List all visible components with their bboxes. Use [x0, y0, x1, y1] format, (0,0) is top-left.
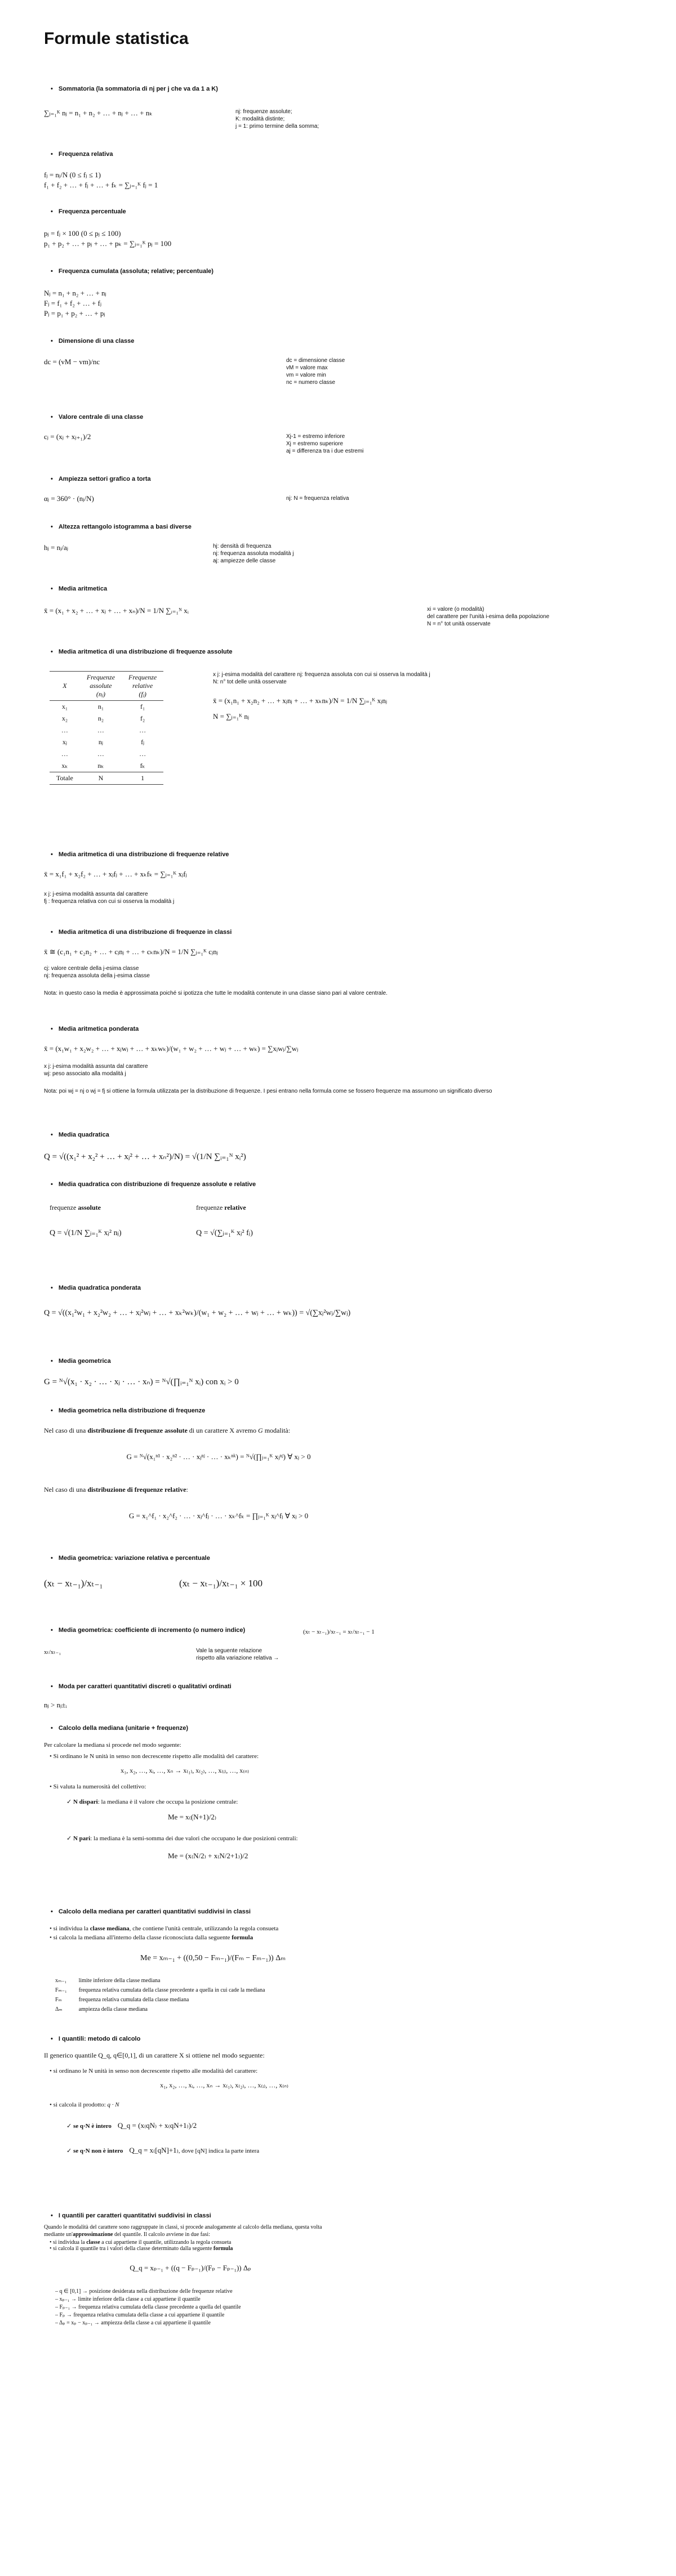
legend-line: – Fₚ → frequenza relativa cumulata della classe a cui appartiene il quantile	[55, 2312, 225, 2318]
table-header-row	[50, 672, 163, 701]
list-item: • si calcola il prodotto: q · N	[50, 2101, 119, 2108]
list-item: • Si ordinano le N unità in senso non decrescente rispetto alle modalità del carattere:	[50, 1753, 259, 1760]
formula: αⱼ = 360° · (nⱼ/N)	[44, 494, 94, 503]
section-valore-centrale	[44, 414, 641, 454]
formula: nⱼ > nⱼ±ᵢ	[44, 1701, 67, 1709]
section-moda	[44, 1683, 641, 1710]
legend-line: N: n° tot delle unità osservate	[213, 679, 287, 685]
table-row: Fₘ₋₁ frequenza relativa cumulata della classe precedente a quella in cui cade la mediana	[55, 1987, 265, 1993]
section-heading: • Calcolo della mediana per caratteri quantitativi suddivisi in classi	[44, 1908, 641, 1915]
legend-line: Vale la seguente relazione	[196, 1648, 263, 1654]
list-item: ✓ se q·N non è intero Q_q = x₍[qN]+1₎, dove [qN] indica la parte intera	[66, 2146, 260, 2154]
legend	[213, 671, 551, 686]
list-item: • si calcola il quantile tra i valori della classe determinato dalla seguente formula	[50, 2246, 233, 2252]
section-frequenza-relativa	[44, 151, 641, 190]
formula: Nⱼ = n₁ + n₂ + … + nⱼ	[44, 289, 106, 297]
section-heading: • Moda per caratteri quantitativi discreti o qualitativi ordinati	[44, 1683, 641, 1690]
list-item: • si calcola la mediana all'interno della classe riconosciuta dalla seguente formula	[50, 1934, 254, 1941]
table-row: x₁ n₁ f₁	[61, 703, 145, 710]
table-row: xₖ nₖ fₖ	[61, 762, 145, 770]
formula: x̄ = (x₁n₁ + x₂n₂ + … + xⱼnⱼ + … + xₖnₖ)/N = 1/N ∑ⱼ₌₁ᴷ xⱼnⱼ	[213, 696, 388, 705]
legend	[213, 543, 293, 565]
list-item: • si ordinano le N unità in senso non decrescente rispetto alle modalità del carattere:	[50, 2068, 258, 2074]
legend-line: nj: N = frequenza relativa	[286, 495, 349, 502]
legend-line: – Fₚ₋₁ → frequenza relativa cumulata della classe precedente a quella del quantile	[55, 2304, 241, 2310]
legend-line: fj : frequenza relativa con cui si osserva la modalità j	[44, 898, 175, 905]
legend-line: hj: densità di frequenza	[213, 543, 272, 549]
legend-line: N = n° tot unità osservate	[427, 621, 491, 627]
table-row: xₘ₋₁ limite inferiore della classe mediana	[55, 1978, 161, 1984]
legend	[427, 606, 549, 628]
legend-line: K: modalità distinte;	[235, 116, 285, 122]
legend	[286, 357, 345, 386]
section-media-quadratica-frequenze	[44, 1181, 641, 1237]
page-title: Formule statistica	[44, 29, 189, 48]
formula: x̄ = (x₁ + x₂ + … + xⱼ + … + xₙ)/N = 1/N ∑ᵢ₌₁ᴺ xᵢ	[44, 606, 189, 615]
section-ampiezza-settori	[44, 476, 641, 503]
legend	[286, 433, 363, 455]
formula: x₁, x₂, …, xᵢ, …, xₙ → x₍₁₎, x₍₂₎, …, x₍ᵢ₎, …, x₍ₙ₎	[160, 2081, 288, 2089]
legend-line: vm = valore min	[286, 372, 326, 378]
section-heading: • Frequenza percentuale	[44, 208, 641, 215]
list-item: ✓ se q·N è intero Q_q = (x₍qN₎ + x₍qN+1₎)/2	[66, 2121, 197, 2130]
section-heading: • Frequenza cumulata (assoluta; relative; percentuale)	[44, 268, 641, 275]
legend-line: x j: j-esima modalità del carattere nj: frequenza assoluta con cui si osserva la modalità j	[213, 672, 430, 678]
section-media-quadratica-ponderata	[44, 1285, 641, 1318]
table-header: Frequenze assolute (nⱼ)	[80, 672, 122, 701]
paragraph: Il generico quantile Q_q, q∈[0,1], di un carattere X si ottiene nel modo seguente:	[44, 2051, 265, 2059]
section-media-geometrica-frequenze	[44, 1407, 641, 1521]
section-media-aritmetica	[44, 585, 641, 627]
legend-line: x j: j-esima modalità assunta dal carattere	[44, 1063, 148, 1070]
section-heading: • Sommatoria (la sommatoria di nj per j che va da 1 a K)	[44, 86, 641, 92]
table-header: X	[50, 672, 80, 701]
formula: Me = x₍(N+1)/2₎	[168, 1813, 217, 1821]
list-item: ✓ N pari: la mediana è la semi-somma dei due valori che occupano le due posizioni centrali:	[66, 1835, 298, 1842]
formula: Pⱼ = p₁ + p₂ + … + pⱼ	[44, 309, 105, 317]
section-media-freq-assolute	[44, 649, 641, 782]
legend-line: aj = differenza tra i due estremi	[286, 448, 364, 454]
formula: x̄ ≅ (c₁n₁ + c₂n₂ + … + cⱼnⱼ + … + cₖnₖ)/N = 1/N ∑ⱼ₌₁ᴷ cⱼnⱼ	[44, 947, 219, 956]
section-heading: • Ampiezza settori grafico a torta	[44, 476, 641, 482]
formula: (xₜ − xₜ₋₁)/xₜ₋₁ = xₜ/xₜ₋₁ − 1	[303, 1629, 375, 1635]
section-heading: • Media aritmetica di una distribuzione di frequenze relative	[44, 851, 641, 858]
paragraph: Per calcolare la mediana si procede nel modo seguente:	[44, 1742, 181, 1748]
formula: Me = xₘ₋₁ + ((0,50 − Fₘ₋₁)/(Fₘ − Fₘ₋₁)) Δₘ	[140, 1954, 286, 1962]
legend-line: x j: j-esima modalità assunta dal carattere	[44, 891, 148, 897]
legend-line: wj: peso associato alla modalità j	[44, 1071, 126, 1077]
list-item: ✓ N dispari: la mediana è il valore che occupa la posizione centrale:	[66, 1799, 238, 1805]
section-heading: • I quantili per caratteri quantitativi suddivisi in classi	[44, 2212, 641, 2219]
formula: ∑ⱼ₌₁ᴷ nⱼ = n₁ + n₂ + … + nⱼ + … + nₖ	[44, 109, 153, 117]
formula: Q = √(1/N ∑ⱼ₌₁ᴷ xⱼ² nⱼ)	[50, 1229, 122, 1237]
formula: dc = (vM − vm)/nc	[44, 357, 100, 366]
section-media-quadratica	[44, 1132, 641, 1162]
table-row: Fₘ frequenza relativa cumulata della classe mediana	[55, 1997, 189, 2003]
legend	[196, 1647, 279, 1662]
section-heading: • Media geometrica: coefficiente di incremento (o numero indice)	[44, 1627, 641, 1634]
formula: x̄ = (x₁w₁ + x₂w₂ + … + xⱼwⱼ + … + xₖwₖ)/(w₁ + w₂ + … + wⱼ + … + wₖ) = ∑xⱼwⱼ/∑wⱼ	[44, 1044, 299, 1053]
section-quantili-classi	[44, 2212, 641, 2327]
formula: (xₜ − xₜ₋₁)/xₜ₋₁ × 100	[179, 1578, 263, 1589]
note: Nota: in questo caso la media è approssimata poiché si ipotizza che tutte le modalità contenute in una classe siano pari al valore centrale.	[44, 990, 388, 996]
formula: G = x₁^f₁ · x₂^f₂ · … · xⱼ^fⱼ · … · xₖ^fₖ = ∏ⱼ₌₁ᴷ xⱼ^fⱼ ∀ xⱼ > 0	[128, 1511, 309, 1520]
legend-line: – q ∈ [0,1] → posizione desiderata nella distribuzione delle frequenze relative	[55, 2288, 233, 2295]
section-heading: • Media geometrica: variazione relativa e percentuale	[44, 1555, 641, 1562]
formula: x₁, x₂, …, xᵢ, …, xₙ → x₍₁₎, x₍₂₎, …, x₍ᵢ₎, …, x₍ₙ₎	[121, 1766, 249, 1774]
table-row: Δₘ ampiezza della classe mediana	[55, 2006, 148, 2012]
list-item: • si individua la classe mediana, che contiene l'unità centrale, utilizzando la regola consueta	[50, 1925, 279, 1932]
section-media-ponderata	[44, 1026, 641, 1095]
section-dimensione-classe	[44, 338, 641, 386]
paragraph: Nel caso di una distribuzione di frequenze assolute di un carattere X avremo G modalità:	[44, 1426, 291, 1434]
formula: hⱼ = nⱼ/aⱼ	[44, 543, 69, 552]
section-sommatoria	[44, 86, 641, 129]
formula: Q = √(∑ⱼ₌₁ᴷ xⱼ² fⱼ)	[196, 1229, 253, 1237]
table-row: x₂ n₂ f₂	[61, 714, 145, 722]
table-row: xⱼ nⱼ fⱼ	[62, 738, 145, 746]
section-heading: • Media quadratica con distribuzione di frequenze assolute e relative	[44, 1181, 641, 1188]
section-heading: • Media aritmetica ponderata	[44, 1026, 641, 1032]
section-heading: • Altezza rettangolo istogramma a basi diverse	[44, 524, 641, 530]
formula: f₁ + f₂ + … + fⱼ + … + fₖ = ∑ⱼ₌₁ᴷ fⱼ = 1	[44, 181, 158, 189]
section-heading: • Frequenza relativa	[44, 151, 641, 158]
section-mediana-classi	[44, 1908, 641, 2014]
section-heading: • Media quadratica	[44, 1132, 641, 1138]
legend-line: vM = valore max	[286, 365, 328, 371]
section-frequenza-percentuale	[44, 208, 641, 249]
section-heading: • Media geometrica	[44, 1358, 641, 1365]
formula: Fⱼ = f₁ + f₂ + … + fⱼ	[44, 299, 102, 307]
section-media-geometrica	[44, 1358, 641, 1387]
section-quantili	[44, 2036, 641, 2155]
legend-line: Xj = estremo superiore	[286, 441, 343, 447]
section-heading: • Valore centrale di una classe	[44, 414, 641, 421]
formula: Me = (x₍N/2₎ + x₍N/2+1₎)/2	[168, 1852, 248, 1860]
legend-line: – Δₚ = xₚ − xₚ₋₁ → ampiezza della classe a cui appartiene il quantile	[55, 2320, 211, 2326]
section-mediana	[44, 1725, 641, 1861]
legend-line: j = 1: primo termine della somma;	[235, 123, 319, 129]
legend-line: del carattere per l'unità i-esima della popolazione	[427, 614, 550, 620]
section-heading: • Dimensione di una classe	[44, 338, 641, 345]
legend-line: nj: frequenza assoluta della j-esima classe	[44, 973, 150, 979]
section-heading: • Media geometrica nella distribuzione di frequenze	[44, 1407, 641, 1414]
formula: xₜ/xₜ₋₁	[44, 1649, 61, 1656]
table-row: … … …	[61, 750, 146, 758]
section-heading: • I quantili: metodo di calcolo	[44, 2036, 641, 2042]
section-heading: • Media aritmetica di una distribuzione di frequenze in classi	[44, 929, 641, 936]
table-total-row: Totale N 1	[50, 772, 163, 785]
paragraph: Nel caso di una distribuzione di frequenze relative:	[44, 1486, 188, 1493]
section-variazione-relativa	[44, 1555, 641, 1589]
section-media-classi	[44, 929, 641, 997]
section-frequenza-cumulata	[44, 268, 641, 319]
formula: (xₜ − xₜ₋₁)/xₜ₋₁	[44, 1578, 103, 1589]
note: Nota: poi wj = nj o wj = fj si ottiene la formula utilizzata per la distribuzione di frequenze. I pesi entrano nella formula come se fossero frequenze ma assumono un significato diverso	[44, 1088, 492, 1094]
formula: Q = √((x₁²w₁ + x₂²w₂ + … + xⱼ²wⱼ + … + xₖ²wₖ)/(w₁ + w₂ + … + wⱼ + … + wₖ)) = √(∑xⱼ²wⱼ/∑wⱼ)	[44, 1309, 351, 1317]
section-altezza-rettangolo	[44, 524, 641, 564]
legend-line: – xₚ₋₁ → limite inferiore della classe a cui appartiene il quantile	[55, 2296, 201, 2302]
legend	[235, 108, 319, 130]
formula: fⱼ = nⱼ/N (0 ≤ fⱼ ≤ 1)	[44, 171, 101, 179]
table-header: Frequenze relative (fⱼ)	[122, 672, 163, 701]
formula: Q = √((x₁² + x₂² + … + xⱼ² + … + xₙ²)/N) = √(1/N ∑ᵢ₌₁ᴺ xᵢ²)	[44, 1152, 246, 1161]
legend-line: Xj-1 = estremo inferiore	[286, 433, 345, 440]
list-item: • Si valuta la numerosità del collettivo:	[50, 1783, 146, 1790]
section-heading: • Media quadratica ponderata	[44, 1285, 641, 1291]
legend-table	[55, 1976, 266, 2014]
formula: cⱼ = (xⱼ + xⱼ₊₁)/2	[44, 432, 91, 441]
section-coefficiente-incremento	[44, 1627, 641, 1661]
paragraph: Quando le modalità del carattere sono raggruppate in classi, si procede analogamente al calcolo della mediana, questa volta mediante un'approssimazione del quantile. Il calcolo avviene in due fasi:	[44, 2224, 322, 2238]
legend-line: nc = numero classe	[286, 379, 335, 386]
formula: N = ∑ⱼ₌₁ᴷ nⱼ	[213, 712, 250, 721]
legend-line: xi = valore (o modalità)	[427, 606, 484, 612]
frequency-table	[50, 671, 163, 785]
legend-line: nj: frequenze assolute;	[235, 109, 292, 115]
formula: Q_q = xₚ₋₁ + ((q − Fₚ₋₁)/(Fₚ − Fₚ₋₁)) Δₚ	[130, 2264, 251, 2272]
legend-line: rispetto alla variazione relativa →	[196, 1655, 279, 1661]
list-item: • si individua la classe a cui appartiene il quantile, utilizzando la regola consueta	[50, 2239, 232, 2246]
legend-line: dc = dimensione classe	[286, 357, 345, 364]
formula: p₁ + p₂ + … + pⱼ + … + pₖ = ∑ⱼ₌₁ᴷ pⱼ = 100	[44, 239, 172, 248]
legend-line: nj: frequenza assoluta modalità j	[213, 551, 294, 557]
section-heading: • Media aritmetica di una distribuzione di frequenze assolute	[44, 649, 641, 655]
formula: pⱼ = fⱼ × 100 (0 ≤ pⱼ ≤ 100)	[44, 229, 121, 238]
formula: x̄ = x₁f₁ + x₂f₂ + … + xⱼfⱼ + … + xₖfₖ = ∑ⱼ₌₁ᴷ xⱼfⱼ	[44, 870, 187, 878]
label: frequenze relative	[196, 1204, 246, 1211]
formula: G = ᴺ√(x₁ · x₂ · … · xⱼ · … · xₙ) = ᴺ√(∏ᵢ₌₁ᴺ xᵢ) con xᵢ > 0	[44, 1378, 239, 1387]
legend-line: cj: valore centrale della j-esima classe	[44, 965, 139, 972]
section-media-freq-relative	[44, 851, 641, 905]
legend	[55, 2288, 641, 2327]
section-heading: • Calcolo della mediana (unitarie + frequenze)	[44, 1725, 641, 1732]
section-heading: • Media aritmetica	[44, 585, 641, 592]
formula: G = ᴺ√(x₁ⁿ¹ · x₂ⁿ² · … · xⱼⁿʲ · … · xₖⁿᵏ) = ᴺ√(∏ⱼ₌₁ᴷ xⱼⁿʲ) ∀ xⱼ > 0	[126, 1452, 311, 1461]
legend-line: aj: ampiezze delle classe	[213, 558, 276, 564]
table-row: … … …	[61, 726, 146, 734]
label: frequenze assolute	[50, 1204, 101, 1211]
